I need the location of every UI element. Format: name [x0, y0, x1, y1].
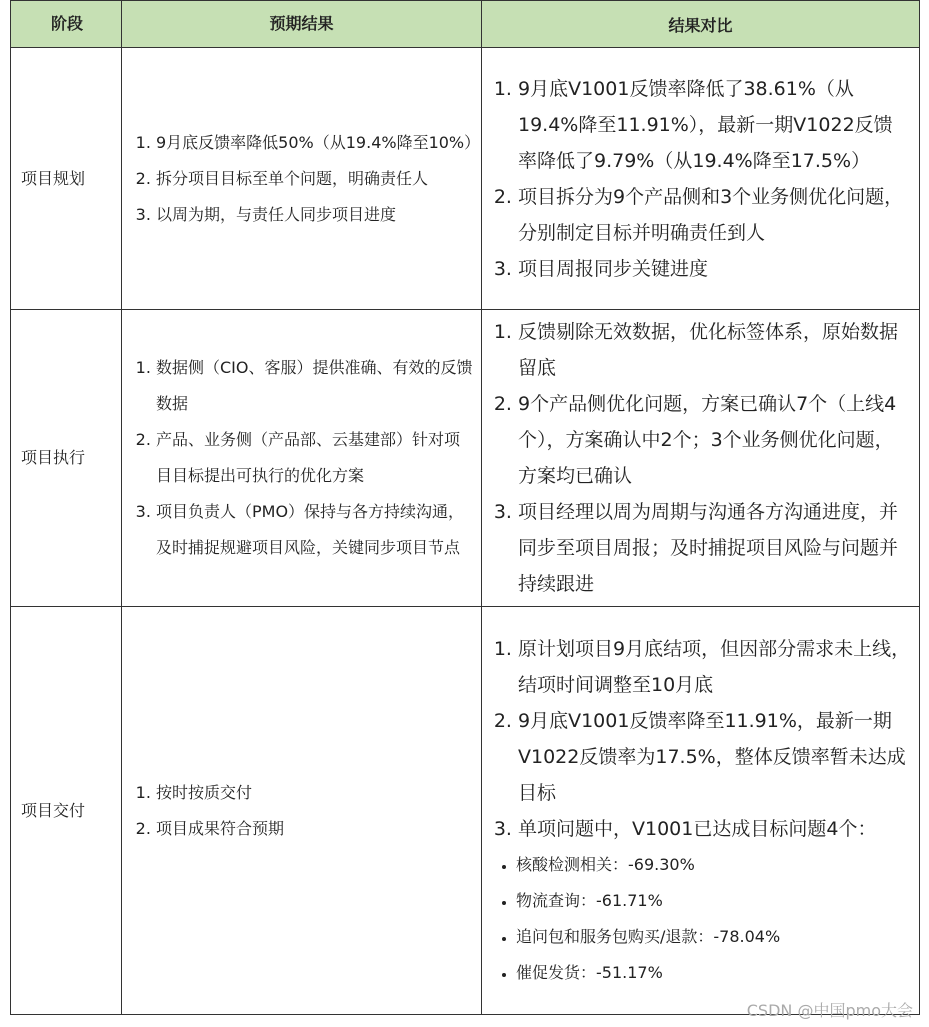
comparison-table — [10, 0, 920, 1015]
bullet-item: • 追问包和服务包购买/退款：-78.04% — [516, 919, 911, 955]
list-item: 1. 反馈剔除无效数据，优化标签体系，原始数据留底 — [518, 314, 911, 386]
list-item: 2. 项目拆分为9个产品侧和3个业务侧优化问题，分别制定目标并明确责任到人 — [518, 179, 911, 251]
result-cell — [482, 310, 920, 607]
bullet-item: • 核酸检测相关：-69.30% — [516, 847, 911, 883]
result-cell — [482, 48, 920, 310]
expected-cell — [122, 607, 482, 1015]
list-item: 1. 数据侧（CIO、客服）提供准确、有效的反馈数据 — [156, 350, 473, 422]
bullet-item: • 催促发货：-51.17% — [516, 955, 911, 991]
list-item: 2. 项目成果符合预期 — [156, 811, 473, 847]
stage-cell: 项目交付 — [11, 607, 122, 1015]
header-expected: 预期结果 — [122, 1, 482, 48]
bullet-item: • 物流查询：-61.71% — [516, 883, 911, 919]
list-item: 3. 以周为期，与责任人同步项目进度 — [156, 197, 473, 233]
table-row — [11, 48, 920, 310]
list-item: 3. 项目负责人（PMO）保持与各方持续沟通，及时捕捉规避项目风险，关键同步项目节点 — [156, 494, 473, 566]
list-item: 2. 9个产品侧优化问题，方案已确认7个（上线4个），方案确认中2个；3个业务侧优化问题，方案均已确认 — [518, 386, 911, 494]
bullet-list — [490, 847, 911, 991]
list-item: 2. 产品、业务侧（产品部、云基建部）针对项目目标提出可执行的优化方案 — [156, 422, 473, 494]
list-item: 2. 9月底V1001反馈率降至11.91%，最新一期V1022反馈率为17.5%，整体反馈率暂未达成目标 — [518, 703, 911, 811]
header-row — [11, 1, 920, 48]
header-stage: 阶段 — [11, 1, 122, 48]
table-row — [11, 310, 920, 607]
list-item: 3. 单项问题中，V1001已达成目标问题4个： — [518, 811, 911, 847]
list-item: 1. 按时按质交付 — [156, 775, 473, 811]
expected-cell — [122, 48, 482, 310]
header-result: 结果对比 — [482, 1, 920, 48]
list-item: 3. 项目经理以周为周期与沟通各方沟通进度，并同步至项目周报；及时捕捉项目风险与问题并持续跟进 — [518, 494, 911, 602]
list-item: 1. 原计划项目9月底结项，但因部分需求未上线，结项时间调整至10月底 — [518, 631, 911, 703]
stage-cell: 项目执行 — [11, 310, 122, 607]
list-item: 1. 9月底反馈率降低50%（从19.4%降至10%） — [156, 125, 473, 161]
list-item: 2. 拆分项目目标至单个问题，明确责任人 — [156, 161, 473, 197]
watermark: CSDN @中国pmo大会 — [746, 1001, 913, 1020]
list-item: 3. 项目周报同步关键进度 — [518, 251, 911, 287]
table-row — [11, 607, 920, 1015]
stage-cell: 项目规划 — [11, 48, 122, 310]
expected-cell — [122, 310, 482, 607]
result-cell — [482, 607, 920, 1015]
list-item: 1. 9月底V1001反馈率降低了38.61%（从19.4%降至11.91%），最新一期V1022反馈率降低了9.79%（从19.4%降至17.5%） — [518, 71, 911, 179]
